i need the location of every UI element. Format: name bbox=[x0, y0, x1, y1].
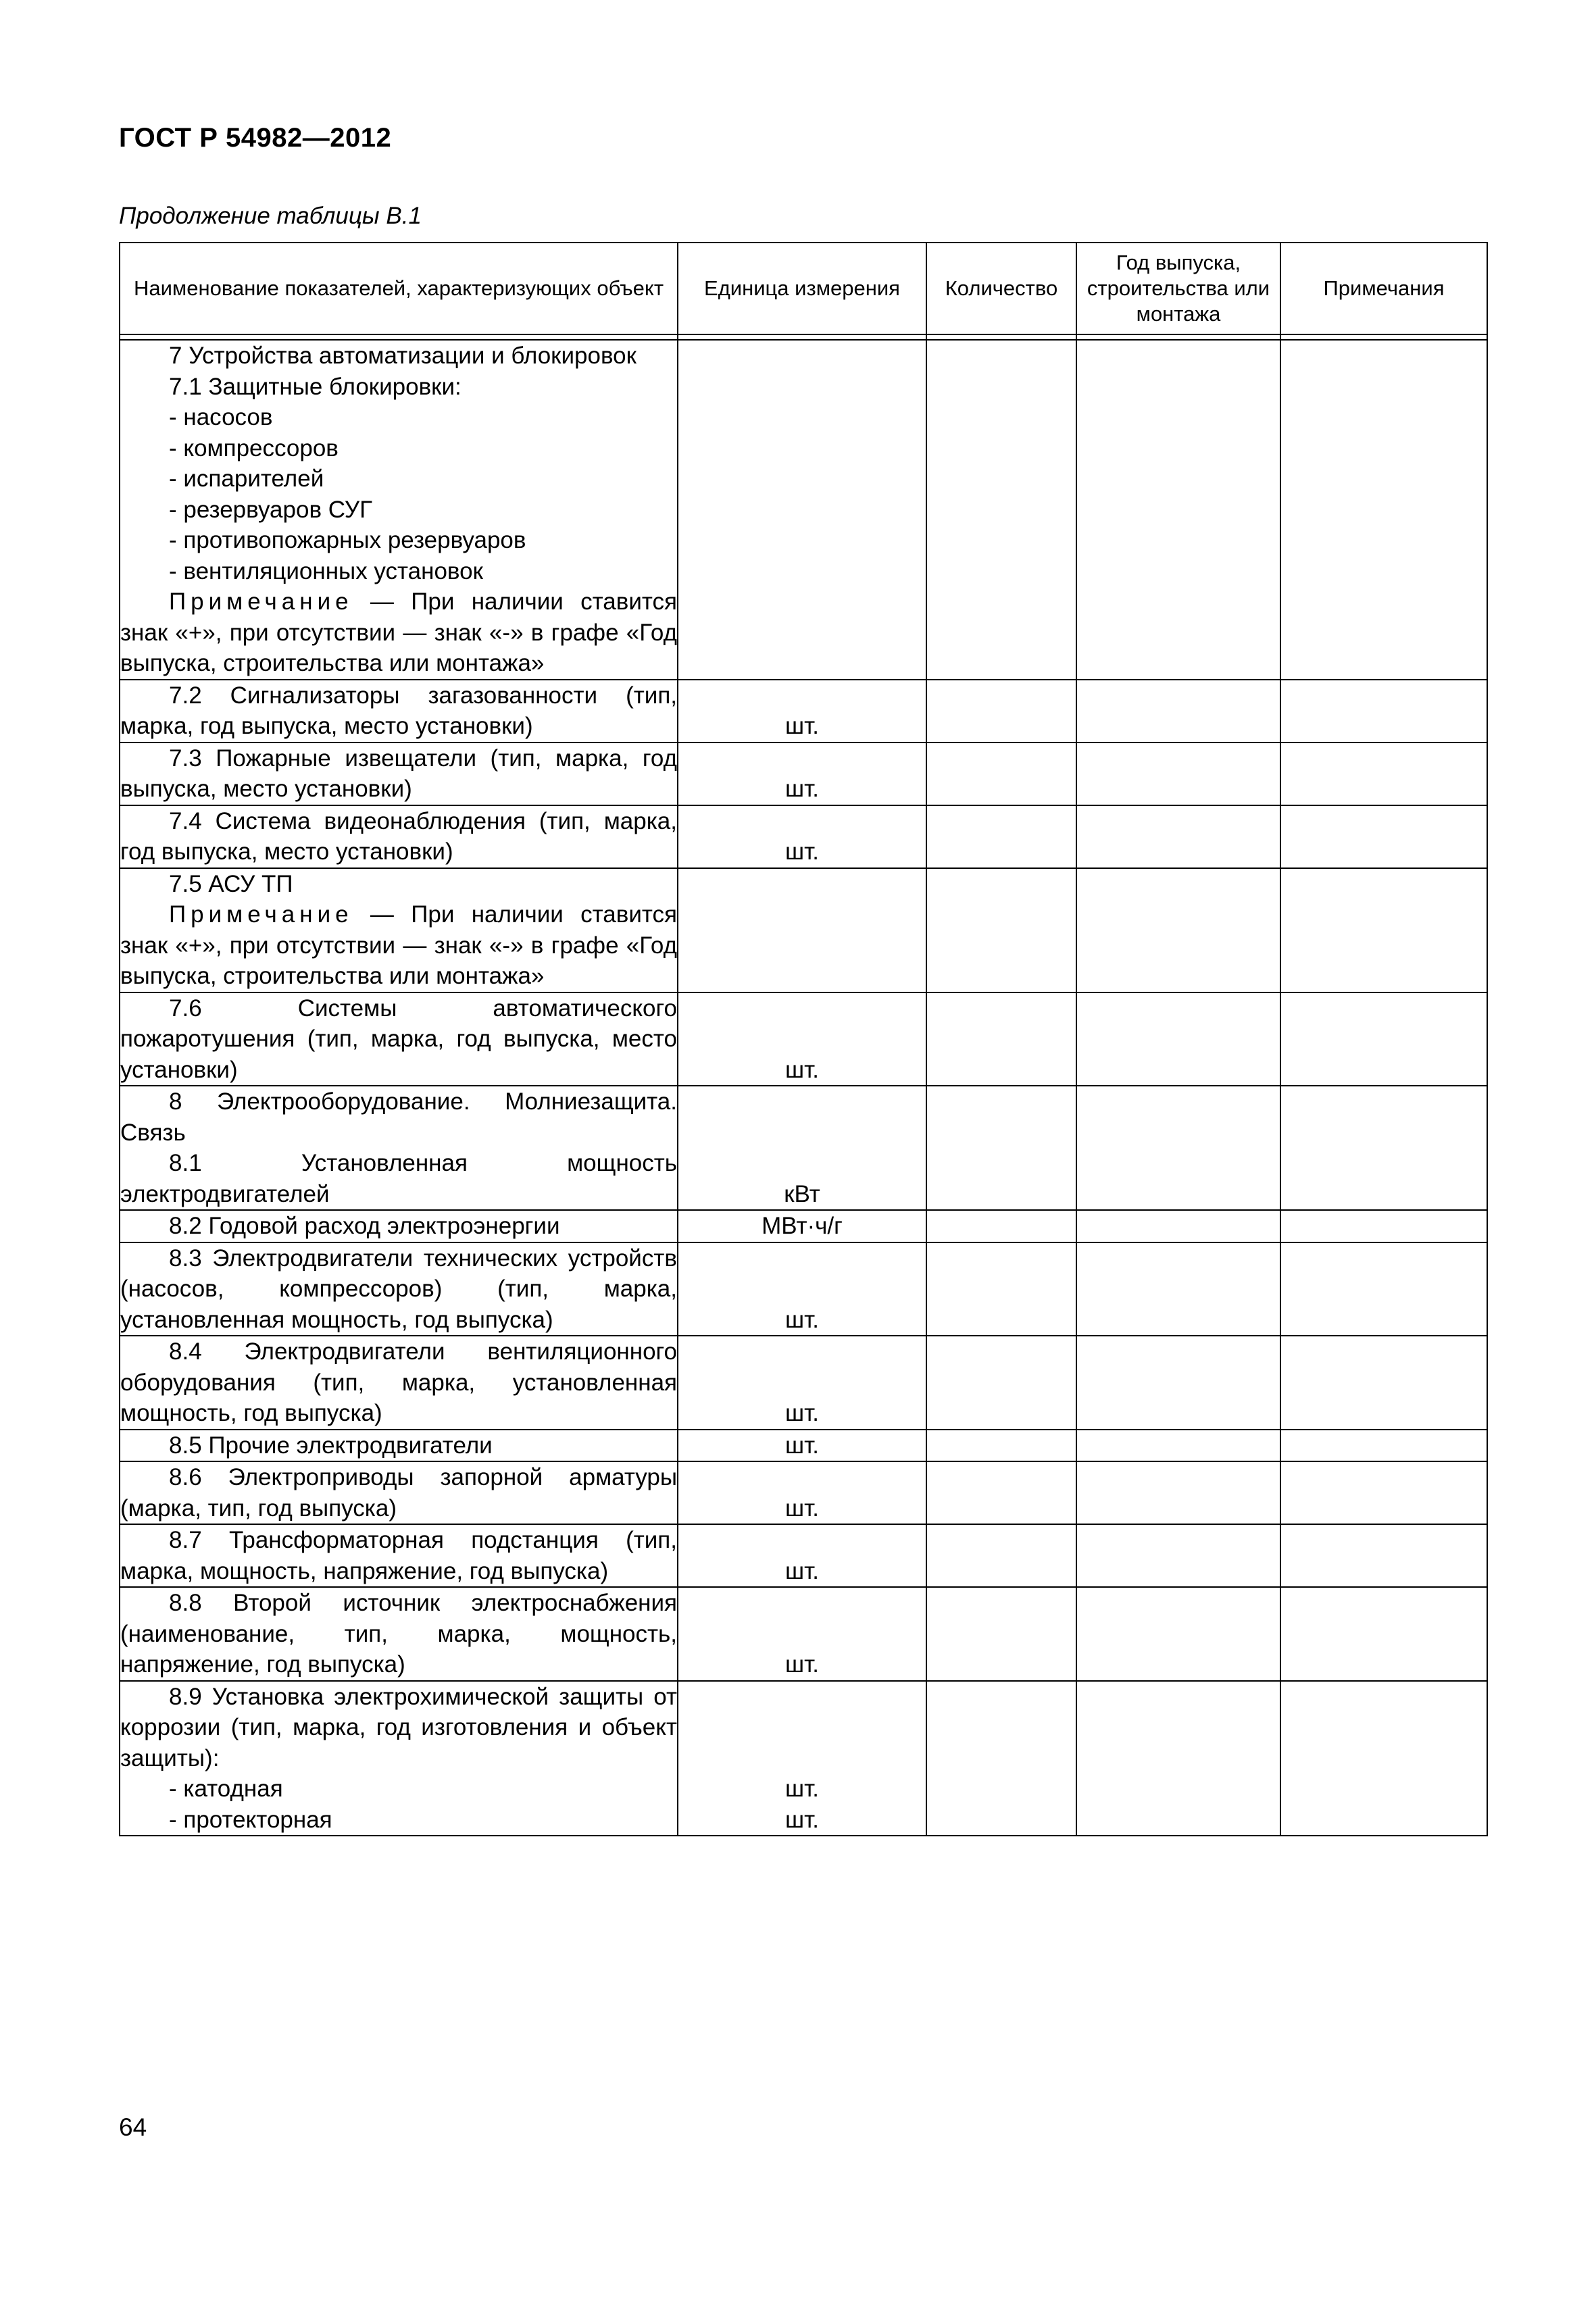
unit-cell bbox=[678, 1681, 926, 1836]
notes-cell bbox=[1280, 805, 1487, 868]
unit-cell: шт. bbox=[678, 1336, 926, 1430]
note bbox=[120, 899, 677, 992]
notes-cell bbox=[1280, 340, 1487, 680]
unit-cell: кВт bbox=[678, 1086, 926, 1210]
row-text: 7.6 Системы автоматического пожаротушения (тип, марка, год выпуска, место установки) bbox=[120, 995, 677, 1083]
row-text: 8.6 Электроприводы запорной арматуры (марка, тип, год выпуска) bbox=[120, 1464, 677, 1521]
page-number: 64 bbox=[119, 2113, 147, 2141]
row-name-cell bbox=[120, 1242, 678, 1336]
row-name-cell bbox=[120, 1524, 678, 1587]
section-title: 8 Электрооборудование. Молниезащита. Связь bbox=[120, 1088, 677, 1146]
notes-cell bbox=[1280, 868, 1487, 992]
unit-value: шт. bbox=[785, 1776, 819, 1802]
year-cell bbox=[1076, 1430, 1280, 1462]
table-row bbox=[120, 1210, 1487, 1242]
unit-cell bbox=[678, 340, 926, 680]
table-row bbox=[120, 743, 1487, 805]
row-name-cell bbox=[120, 340, 678, 680]
table-header-row bbox=[120, 243, 1487, 334]
quantity-cell bbox=[926, 1336, 1076, 1430]
notes-cell bbox=[1280, 992, 1487, 1086]
unit-value: шт. bbox=[785, 1806, 819, 1833]
quantity-cell bbox=[926, 340, 1076, 680]
year-cell bbox=[1076, 868, 1280, 992]
row-name-cell bbox=[120, 1430, 678, 1462]
unit-cell: шт. bbox=[678, 1461, 926, 1524]
row-text: 7.2 Сигнализаторы загазованности (тип, марка, год выпуска, место установки) bbox=[120, 682, 677, 739]
column-header-unit: Единица измерения bbox=[678, 243, 926, 334]
quantity-cell bbox=[926, 743, 1076, 805]
row-name-cell bbox=[120, 868, 678, 992]
unit-cell: шт. bbox=[678, 743, 926, 805]
list-item: - катодная bbox=[169, 1776, 283, 1802]
quantity-cell bbox=[926, 680, 1076, 743]
notes-cell bbox=[1280, 1210, 1487, 1242]
table-row bbox=[120, 1681, 1487, 1836]
row-name-cell bbox=[120, 1210, 678, 1242]
row-name-cell bbox=[120, 1587, 678, 1681]
row-text: 7.3 Пожарные извещатели (тип, марка, год выпуска, место установки) bbox=[120, 745, 677, 802]
table-row bbox=[120, 1524, 1487, 1587]
list-item: - насосов bbox=[169, 404, 273, 430]
document-title: ГОСТ Р 54982—2012 bbox=[119, 123, 392, 153]
unit-cell: шт. bbox=[678, 1242, 926, 1336]
list-item: - компрессоров bbox=[169, 434, 339, 461]
table-row bbox=[120, 805, 1487, 868]
unit-cell: шт. bbox=[678, 1524, 926, 1587]
note bbox=[120, 586, 677, 679]
unit-cell: шт. bbox=[678, 805, 926, 868]
table-row bbox=[120, 340, 1487, 680]
note-label: Примечание bbox=[169, 588, 353, 615]
row-name-cell bbox=[120, 1461, 678, 1524]
quantity-cell bbox=[926, 805, 1076, 868]
row-text: 8.9 Установка электрохимической защиты от коррозии (тип, марка, год изготовления и объект защиты): bbox=[120, 1683, 677, 1771]
table-row bbox=[120, 1461, 1487, 1524]
quantity-cell bbox=[926, 992, 1076, 1086]
year-cell bbox=[1076, 1461, 1280, 1524]
year-cell bbox=[1076, 805, 1280, 868]
column-header-year: Год выпуска, строительства или монтажа bbox=[1076, 243, 1280, 334]
column-header-notes: Примечания bbox=[1280, 243, 1487, 334]
table-row bbox=[120, 1430, 1487, 1462]
quantity-cell bbox=[926, 1524, 1076, 1587]
row-name-cell bbox=[120, 1086, 678, 1210]
table-row bbox=[120, 1242, 1487, 1336]
table-row bbox=[120, 1336, 1487, 1430]
quantity-cell bbox=[926, 1587, 1076, 1681]
unit-cell: МВт·ч/г bbox=[678, 1210, 926, 1242]
year-cell bbox=[1076, 1524, 1280, 1587]
row-text: 8.3 Электродвигатели технических устройств (насосов, компрессоров) (тип, марка, установленная мощность, год выпуска) bbox=[120, 1244, 677, 1333]
unit-cell: шт. bbox=[678, 1587, 926, 1681]
note-text: — При наличии ставится знак «+», при отсутствии — знак «-» в графе «Год выпуска, строительства или монтажа» bbox=[120, 901, 677, 989]
table-row bbox=[120, 992, 1487, 1086]
quantity-cell bbox=[926, 1461, 1076, 1524]
table-row bbox=[120, 680, 1487, 743]
row-text: 8.2 Годовой расход электроэнергии bbox=[169, 1213, 560, 1239]
unit-cell: шт. bbox=[678, 992, 926, 1086]
year-cell bbox=[1076, 743, 1280, 805]
quantity-cell bbox=[926, 1681, 1076, 1836]
notes-cell bbox=[1280, 1524, 1487, 1587]
notes-cell bbox=[1280, 1242, 1487, 1336]
year-cell bbox=[1076, 1587, 1280, 1681]
list-item: - протекторная bbox=[169, 1806, 332, 1833]
notes-cell bbox=[1280, 680, 1487, 743]
table-continuation-caption: Продолжение таблицы В.1 bbox=[119, 203, 422, 229]
row-name-cell bbox=[120, 1681, 678, 1836]
row-name-cell bbox=[120, 805, 678, 868]
column-header-quantity: Количество bbox=[926, 243, 1076, 334]
note-label: Примечание bbox=[169, 901, 353, 928]
list-item: - резервуаров СУГ bbox=[169, 496, 373, 523]
year-cell bbox=[1076, 680, 1280, 743]
list-item: - вентиляционных установок bbox=[169, 557, 483, 584]
year-cell bbox=[1076, 1681, 1280, 1836]
table-row bbox=[120, 1587, 1487, 1681]
row-name-cell bbox=[120, 1336, 678, 1430]
year-cell bbox=[1076, 340, 1280, 680]
row-text: 7.5 АСУ ТП bbox=[169, 870, 293, 897]
indicators-table bbox=[119, 242, 1488, 1836]
notes-cell bbox=[1280, 1587, 1487, 1681]
list-item: - испарителей bbox=[169, 466, 324, 492]
notes-cell bbox=[1280, 1461, 1487, 1524]
table-row bbox=[120, 1086, 1487, 1210]
quantity-cell bbox=[926, 1086, 1076, 1210]
quantity-cell bbox=[926, 1242, 1076, 1336]
table-row bbox=[120, 868, 1487, 992]
quantity-cell bbox=[926, 1430, 1076, 1462]
subsection-title: 7.1 Защитные блокировки: bbox=[169, 373, 462, 400]
row-name-cell bbox=[120, 680, 678, 743]
notes-cell bbox=[1280, 1336, 1487, 1430]
notes-cell bbox=[1280, 1430, 1487, 1462]
unit-cell: шт. bbox=[678, 1430, 926, 1462]
year-cell bbox=[1076, 992, 1280, 1086]
notes-cell bbox=[1280, 1086, 1487, 1210]
note-text: — При наличии ставится знак «+», при отсутствии — знак «-» в графе «Год выпуска, строительства или монтажа» bbox=[120, 588, 677, 676]
year-cell bbox=[1076, 1210, 1280, 1242]
year-cell bbox=[1076, 1336, 1280, 1430]
notes-cell bbox=[1280, 1681, 1487, 1836]
unit-cell: шт. bbox=[678, 680, 926, 743]
row-text: 7.4 Система видеонаблюдения (тип, марка, год выпуска, место установки) bbox=[120, 807, 677, 865]
list-item: - противопожарных резервуаров bbox=[169, 527, 526, 553]
row-name-cell bbox=[120, 743, 678, 805]
quantity-cell bbox=[926, 868, 1076, 992]
header-separator bbox=[120, 334, 1487, 340]
section-title: 7 Устройства автоматизации и блокировок bbox=[169, 343, 637, 369]
row-text: 8.8 Второй источник электроснабжения (наименование, тип, марка, мощность, напряжение, год выпуска) bbox=[120, 1590, 677, 1678]
row-text: 8.4 Электродвигатели вентиляционного оборудования (тип, марка, установленная мощность, год выпуска) bbox=[120, 1338, 677, 1426]
subsection-title: 8.1 Установленная мощность электродвигателей bbox=[120, 1150, 677, 1207]
notes-cell bbox=[1280, 743, 1487, 805]
year-cell bbox=[1076, 1086, 1280, 1210]
quantity-cell bbox=[926, 1210, 1076, 1242]
unit-cell bbox=[678, 868, 926, 992]
year-cell bbox=[1076, 1242, 1280, 1336]
row-name-cell bbox=[120, 992, 678, 1086]
row-text: 8.5 Прочие электродвигатели bbox=[169, 1432, 493, 1459]
row-text: 8.7 Трансформаторная подстанция (тип, марка, мощность, напряжение, год выпуска) bbox=[120, 1527, 677, 1584]
column-header-name: Наименование показателей, характеризующих объект bbox=[120, 243, 678, 334]
